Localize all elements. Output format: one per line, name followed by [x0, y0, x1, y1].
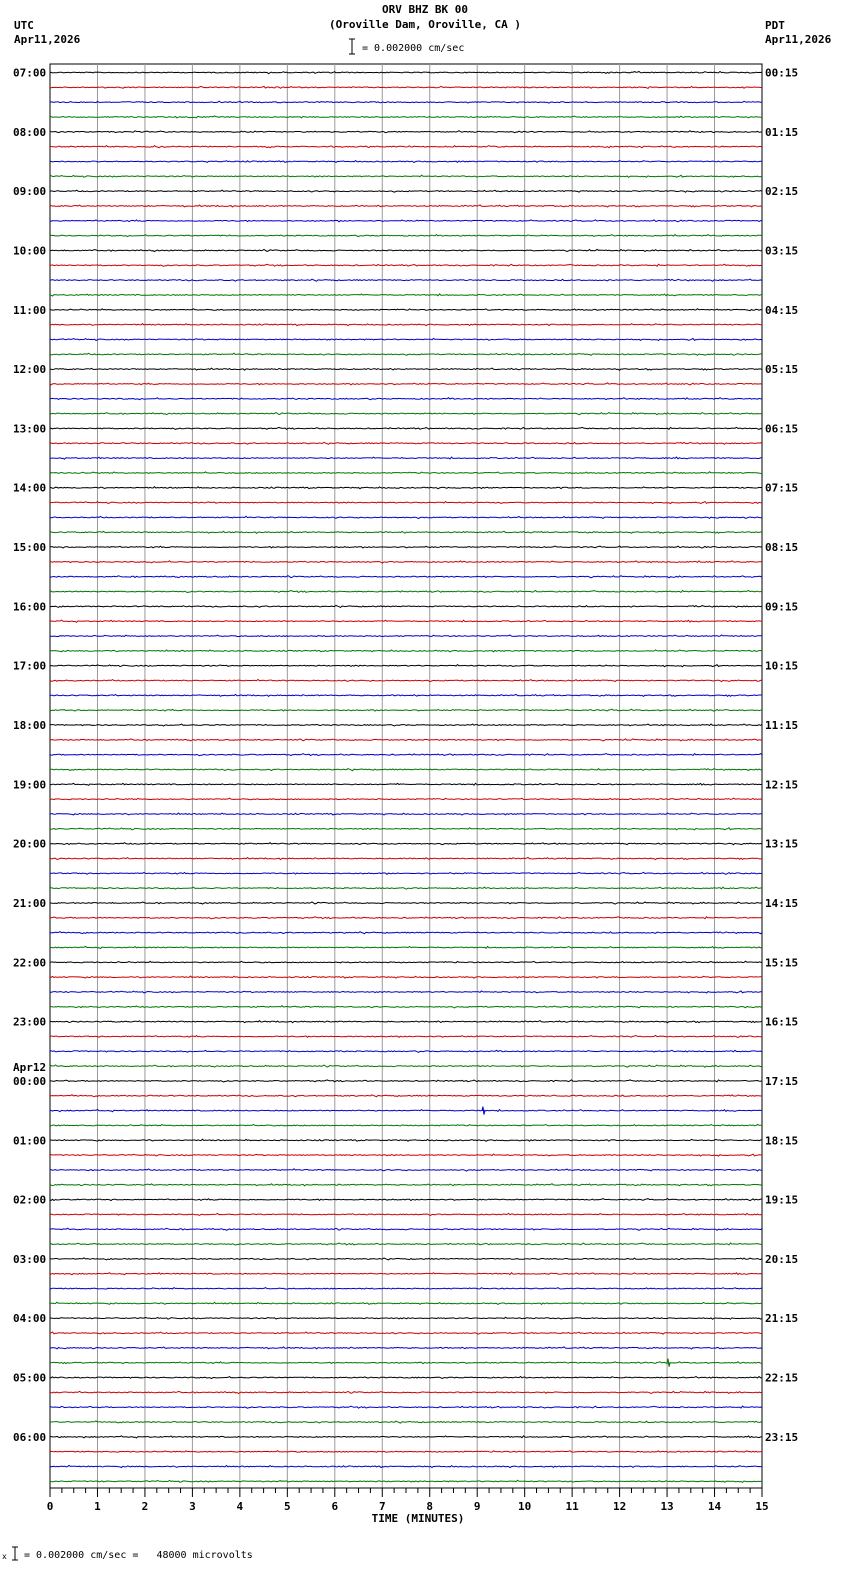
utc-hour-label: 15:00: [13, 541, 47, 555]
utc-hour-label: 10:00: [13, 244, 47, 258]
seismic-trace: [50, 635, 762, 637]
seismic-trace: [50, 605, 762, 607]
x-tick-label: 3: [189, 1500, 196, 1513]
seismic-trace: [50, 101, 762, 103]
seismic-trace: [50, 546, 762, 548]
scale-label: = 0.002000 cm/sec: [362, 43, 465, 54]
seismic-trace: [50, 220, 762, 222]
seismic-trace: [50, 1302, 762, 1304]
seismic-trace: [50, 264, 762, 266]
pdt-hour-label: 10:15: [765, 659, 799, 673]
x-tick-label: 6: [331, 1500, 339, 1513]
pdt-hour-label: 02:15: [765, 185, 799, 199]
seismic-trace: [50, 1139, 762, 1141]
event-spike: [482, 1107, 485, 1115]
seismic-trace: [50, 724, 762, 726]
seismic-trace: [50, 1124, 762, 1126]
utc-hour-label: 22:00: [13, 956, 47, 970]
x-tick-label: 0: [46, 1500, 54, 1513]
seismic-trace: [50, 72, 762, 74]
seismic-trace: [50, 872, 762, 874]
utc-hour-label: 01:00: [13, 1134, 47, 1148]
pdt-hour-label: 11:15: [765, 719, 799, 733]
seismic-trace: [50, 309, 762, 311]
pdt-hour-label: 23:15: [765, 1430, 799, 1444]
x-tick-label: 10: [518, 1500, 532, 1513]
seismic-trace: [50, 1465, 762, 1467]
seismic-trace: [50, 769, 762, 771]
seismic-trace: [50, 798, 762, 800]
x-tick-label: 12: [612, 1500, 627, 1513]
pdt-hour-label: 04:15: [765, 303, 799, 317]
utc-hour-label: 09:00: [13, 185, 47, 199]
x-tick-label: 15: [755, 1500, 769, 1513]
utc-hour-label: 20:00: [13, 837, 47, 851]
pdt-hour-label: 05:15: [765, 363, 799, 377]
x-tick-label: 4: [236, 1500, 244, 1513]
seismic-trace: [50, 1050, 762, 1052]
utc-hour-label: 17:00: [13, 659, 47, 673]
x-tick-label: 11: [565, 1500, 579, 1513]
x-tick-label: 7: [378, 1500, 386, 1513]
seismic-trace: [50, 576, 762, 578]
seismic-trace: [50, 843, 762, 845]
seismic-trace: [50, 472, 762, 474]
utc-hour-label: 14:00: [13, 481, 47, 495]
seismic-trace: [50, 279, 762, 281]
utc-hour-label: 18:00: [13, 719, 47, 733]
seismic-trace: [50, 442, 762, 444]
seismic-trace: [50, 1199, 762, 1201]
seismic-trace: [50, 205, 762, 207]
seismic-trace: [50, 146, 762, 148]
seismic-trace: [50, 1406, 762, 1408]
seismic-trace: [50, 1436, 762, 1438]
pdt-hour-label: 22:15: [765, 1371, 799, 1385]
left-timezone: UTC: [14, 19, 34, 32]
x-tick-label: 5: [284, 1500, 291, 1513]
seismic-trace: [50, 857, 762, 859]
pdt-hour-label: 17:15: [765, 1074, 799, 1088]
seismic-trace: [50, 1421, 762, 1423]
utc-hour-label: 04:00: [13, 1312, 47, 1326]
pdt-hour-label: 12:15: [765, 778, 799, 792]
seismic-trace: [50, 1006, 762, 1008]
utc-hour-label: 19:00: [13, 778, 47, 792]
x-tick-label: 1: [94, 1500, 101, 1513]
svg-text:x: x: [2, 1552, 7, 1561]
seismic-trace: [50, 502, 762, 504]
seismic-trace: [50, 294, 762, 296]
pdt-hour-label: 13:15: [765, 837, 799, 851]
utc-hour-label: 23:00: [13, 1015, 47, 1029]
seismic-trace: [50, 353, 762, 355]
right-date: Apr11,2026: [765, 33, 832, 46]
seismic-trace: [50, 650, 762, 652]
station-title: ORV BHZ BK 00: [381, 3, 469, 16]
utc-hour-label: 05:00: [13, 1371, 47, 1385]
seismic-trace: [50, 235, 762, 237]
seismic-trace: [50, 1021, 762, 1023]
seismic-trace: [50, 1243, 762, 1245]
seismic-trace: [50, 665, 762, 667]
x-tick-label: 9: [473, 1500, 481, 1513]
seismic-trace: [50, 368, 762, 370]
seismic-trace: [50, 976, 762, 978]
seismic-trace: [50, 1288, 762, 1290]
seismic-trace: [50, 383, 762, 385]
utc-hour-label: 03:00: [13, 1252, 47, 1266]
seismic-trace: [50, 1065, 762, 1067]
seismic-trace: [50, 1035, 762, 1037]
seismic-trace: [50, 680, 762, 682]
seismic-trace: [50, 338, 762, 340]
seismic-trace: [50, 131, 762, 133]
x-tick-label: 2: [141, 1500, 149, 1513]
seismic-trace: [50, 1317, 762, 1319]
x-tick-label: 8: [426, 1500, 434, 1513]
seismic-trace: [50, 413, 762, 415]
seismic-trace: [50, 487, 762, 489]
seismic-trace: [50, 709, 762, 711]
x-axis-label: TIME (MINUTES): [371, 1512, 465, 1525]
seismic-trace: [50, 1347, 762, 1349]
x-tick-label: 13: [660, 1500, 674, 1513]
utc-hour-label: 07:00: [13, 66, 47, 80]
seismic-trace: [50, 991, 762, 993]
utc-hour-label: 13:00: [13, 422, 47, 436]
utc-hour-label: 12:00: [13, 363, 47, 377]
seismic-trace: [50, 1362, 762, 1364]
right-timezone: PDT: [765, 19, 785, 32]
seismic-trace: [50, 813, 762, 815]
seismic-trace: [50, 1451, 762, 1453]
pdt-hour-label: 01:15: [765, 125, 799, 139]
utc-hour-label: 00:00: [13, 1074, 47, 1088]
seismic-trace: [50, 902, 762, 904]
seismic-trace: [50, 754, 762, 756]
seismic-trace: [50, 961, 762, 963]
seismic-trace: [50, 1228, 762, 1230]
seismic-trace: [50, 457, 762, 459]
seismic-trace: [50, 1095, 762, 1097]
utc-hour-label: 16:00: [13, 600, 47, 614]
pdt-hour-label: 18:15: [765, 1134, 799, 1148]
seismic-trace: [50, 932, 762, 934]
plot-frame: [50, 64, 762, 1488]
seismic-trace: [50, 828, 762, 830]
seismic-trace: [50, 1258, 762, 1260]
seismic-trace: [50, 561, 762, 563]
pdt-hour-label: 20:15: [765, 1252, 799, 1266]
pdt-hour-label: 00:15: [765, 66, 799, 80]
seismic-trace: [50, 1213, 762, 1215]
seismic-trace: [50, 398, 762, 400]
seismic-trace: [50, 86, 762, 88]
station-location: (Oroville Dam, Oroville, CA ): [328, 18, 522, 31]
seismic-trace: [50, 161, 762, 163]
seismic-trace: [50, 1110, 762, 1112]
seismic-trace: [50, 516, 762, 518]
seismic-trace: [50, 1391, 762, 1393]
pdt-hour-label: 19:15: [765, 1193, 799, 1207]
seismic-trace: [50, 531, 762, 533]
seismic-trace: [50, 1154, 762, 1156]
seismic-trace: [50, 1184, 762, 1186]
footer-scale-note: = 0.002000 cm/sec = 48000 microvolts: [24, 1550, 253, 1561]
seismic-trace: [50, 427, 762, 429]
seismic-trace: [50, 946, 762, 948]
pdt-hour-label: 14:15: [765, 896, 799, 910]
pdt-hour-label: 06:15: [765, 422, 799, 436]
left-date: Apr11,2026: [14, 33, 81, 46]
pdt-hour-label: 08:15: [765, 541, 799, 555]
seismic-trace: [50, 887, 762, 889]
seismic-trace: [50, 1080, 762, 1082]
seismic-trace: [50, 1273, 762, 1275]
pdt-hour-label: 15:15: [765, 956, 799, 970]
seismic-trace: [50, 116, 762, 118]
date-change-label: Apr12: [13, 1060, 47, 1074]
seismic-trace: [50, 175, 762, 177]
seismic-trace: [50, 1169, 762, 1171]
x-tick-label: 14: [707, 1500, 722, 1513]
seismic-trace: [50, 1480, 762, 1482]
seismic-trace: [50, 694, 762, 696]
pdt-hour-label: 16:15: [765, 1015, 799, 1029]
utc-hour-label: 11:00: [13, 303, 47, 317]
seismic-trace: [50, 324, 762, 326]
pdt-hour-label: 09:15: [765, 600, 799, 614]
pdt-hour-label: 21:15: [765, 1312, 799, 1326]
pdt-hour-label: 03:15: [765, 244, 799, 258]
utc-hour-label: 21:00: [13, 896, 47, 910]
seismic-trace: [50, 917, 762, 919]
utc-hour-label: 08:00: [13, 125, 47, 139]
seismic-trace: [50, 1377, 762, 1379]
pdt-hour-label: 07:15: [765, 481, 799, 495]
utc-hour-label: 06:00: [13, 1430, 47, 1444]
seismic-trace: [50, 190, 762, 192]
seismic-trace: [50, 591, 762, 593]
seismic-trace: [50, 1332, 762, 1334]
seismic-trace: [50, 783, 762, 785]
seismic-trace: [50, 739, 762, 741]
seismic-trace: [50, 249, 762, 251]
footer-scale-icon: [2, 1546, 22, 1562]
seismic-trace: [50, 620, 762, 622]
utc-hour-label: 02:00: [13, 1193, 47, 1207]
